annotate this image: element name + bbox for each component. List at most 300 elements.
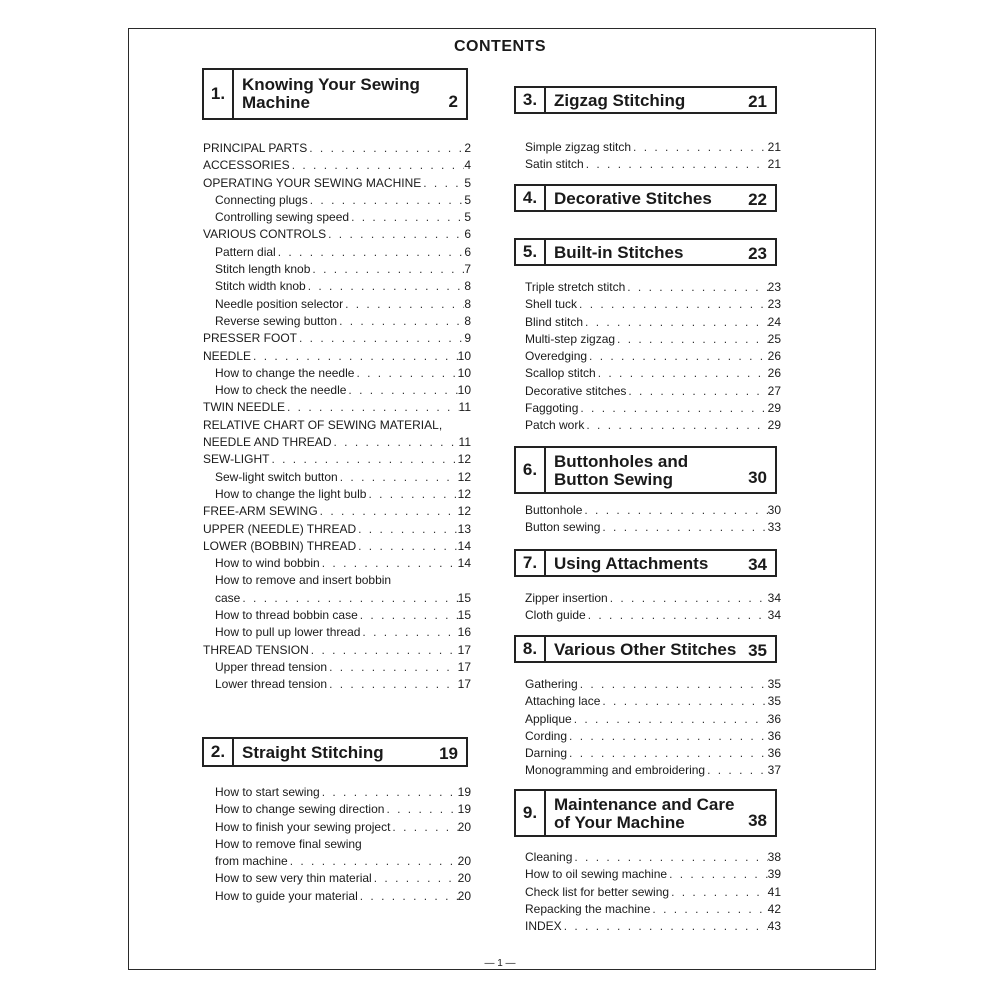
toc-entry-title: Triple stretch stitch [525,280,626,294]
toc-entry-page: 29 [767,401,781,416]
toc-entry[interactable] [203,555,471,572]
dot-leader [615,331,768,348]
toc-entry[interactable] [203,278,471,295]
section-number: 8. [516,637,546,661]
toc-entry-title: UPPER (NEEDLE) THREAD [203,521,357,536]
toc-entry[interactable] [203,451,471,468]
toc-entry-title: How to thread bobbin case [215,608,358,623]
toc-entry[interactable] [203,296,471,313]
dot-leader [251,348,458,365]
toc-entry-title: Patch work [525,418,585,433]
toc-entry[interactable] [525,314,781,331]
toc-entry-page: 36 [767,728,781,743]
dot-leader [650,901,767,918]
dot-leader [346,382,457,399]
toc-entry-title: Decorative stitches [525,383,627,398]
page-number-footer: — 1 — [484,958,516,969]
toc-entry-page: 10 [457,383,471,398]
toc-entry-page: 14 [457,556,471,571]
toc-entry-title: FREE-ARM SEWING [203,504,318,519]
dot-leader [667,866,768,883]
toc-entry-page: 14 [457,538,471,553]
toc-entry[interactable] [203,209,471,226]
toc-entry[interactable] [525,139,781,156]
toc-entry[interactable] [203,659,471,676]
toc-entry-title: How to change the needle [215,365,355,380]
toc-entry-title: Pattern dial [215,244,276,259]
dot-leader [318,503,458,520]
section-title: Using Attachments [554,554,709,573]
toc-entry[interactable] [203,175,471,192]
toc-entry-title: SEW-LIGHT [203,452,270,467]
dot-leader [356,538,458,555]
toc-entry[interactable] [203,853,471,870]
toc-entry-page: 23 [767,297,781,312]
toc-entry[interactable] [525,711,781,728]
toc-entry-page: 11 [458,435,471,450]
toc-entry-page: 34 [767,591,781,605]
dot-leader [327,676,458,693]
toc-entry-title: How to change sewing direction [215,802,385,817]
dot-leader [577,296,768,313]
section-3-header[interactable] [514,86,777,114]
toc-entry-title: Controlling sewing speed [215,210,350,225]
toc-entry-title: Reverse sewing button [215,313,338,328]
toc-entry[interactable] [203,192,471,209]
toc-entry-page: 17 [457,677,471,692]
toc-entry-page: 30 [767,503,781,517]
section-title: Decorative Stitches [554,189,712,208]
toc-entry-page: 12 [457,486,471,501]
toc-entry-title: Multi-step zigzag [525,331,616,346]
section-9-header[interactable] [514,789,777,837]
dot-leader [358,607,458,624]
dot-leader [309,642,458,659]
toc-entry[interactable] [203,261,471,278]
section-title: Built-in Stitches [554,243,684,262]
toc-entry[interactable] [525,762,781,779]
toc-entry-page: 43 [767,919,781,934]
section-2-header[interactable] [202,737,468,767]
dot-leader [442,417,471,434]
toc-entry-page: 21 [767,157,781,172]
dot-leader [626,383,767,400]
toc-entry-page: 11 [458,400,471,415]
toc-entry[interactable] [525,156,781,173]
toc-entry[interactable] [203,607,471,624]
dot-leader [343,296,464,313]
toc-entry-page: 24 [767,314,781,329]
toc-entry-title: Stitch width knob [215,279,306,294]
toc-entry-page: 16 [457,625,471,640]
dot-leader [338,469,458,486]
dot-leader [584,156,768,173]
toc-entry-title: Repacking the machine [525,901,651,916]
toc-entry[interactable] [203,486,471,503]
section-5-header[interactable] [514,238,777,266]
toc-entry-title: Overedging [525,349,588,364]
dot-leader [625,279,767,296]
toc-entry[interactable] [203,244,471,261]
dot-leader [307,140,464,157]
section-number: 7. [516,551,546,575]
toc-entry[interactable] [203,417,471,434]
section-number: 2. [204,739,234,765]
toc-entry-title: ACCESSORIES [203,158,290,173]
toc-entry[interactable] [203,590,471,607]
toc-entry-title: How to check the needle [215,383,347,398]
section-number: 1. [204,70,234,118]
toc-entry-page: 8 [464,313,471,328]
toc-entry-title: Stitch length knob [215,262,311,277]
toc-entry-title: Cleaning [525,850,573,864]
section-1-entries [203,140,471,694]
toc-entry[interactable] [203,521,471,538]
dot-leader [310,261,464,278]
toc-entry-page: 6 [464,227,471,242]
toc-entry-title: from machine [215,854,288,869]
section-title: Various Other Stitches [554,640,737,659]
toc-entry-page: 26 [767,349,781,364]
dot-leader [337,313,464,330]
toc-entry-page: 12 [457,504,471,519]
toc-entry[interactable] [525,365,781,382]
toc-entry[interactable] [203,801,471,818]
toc-entry[interactable] [525,331,781,348]
toc-entry-page: 37 [767,763,781,778]
toc-entry-title: NEEDLE AND THREAD [203,435,332,450]
toc-entry[interactable] [203,157,471,174]
toc-entry-title: How to wind bobbin [215,556,320,571]
toc-entry-page: 6 [464,244,471,259]
dot-leader [276,244,465,261]
toc-entry-page: 39 [767,867,781,882]
toc-entry-title: THREAD TENSION [203,642,309,657]
toc-entry-title: Needle position selector [215,296,344,311]
toc-entry[interactable] [203,399,471,416]
toc-entry[interactable] [525,607,781,624]
dot-leader [669,884,768,901]
dot-leader [327,659,458,676]
toc-entry[interactable] [203,503,471,520]
toc-entry[interactable] [525,866,781,883]
dot-leader [631,139,768,156]
toc-entry-page: 41 [767,884,781,899]
toc-entry-title: Simple zigzag stitch [525,140,632,154]
toc-entry-title: How to finish your sewing project [215,819,391,834]
toc-entry[interactable] [525,417,781,434]
section-6-header[interactable] [514,446,777,494]
toc-entry-page: 35 [767,677,781,691]
toc-entry-page: 20 [457,888,471,903]
toc-entry-title: How to remove final sewing [215,836,362,851]
section-4-header[interactable] [514,184,777,212]
toc-entry[interactable] [203,572,471,589]
section-page: 34 [748,555,767,574]
section-title: Zigzag Stitching [554,91,686,110]
dot-leader [349,209,464,226]
dot-leader [567,728,768,745]
toc-entry-page: 12 [457,469,471,484]
toc-entry[interactable] [203,226,471,243]
section-page: 19 [439,744,458,763]
toc-entry-page: 27 [767,383,781,398]
toc-entry[interactable] [525,918,781,935]
toc-entry-title: case [215,590,241,605]
toc-entry-title: RELATIVE CHART OF SEWING MATERIAL, [203,417,443,432]
toc-entry-title: TWIN NEEDLE [203,400,286,415]
toc-entry[interactable] [525,728,781,745]
toc-entry[interactable] [203,642,471,659]
toc-entry[interactable] [525,901,781,918]
toc-entry-title: PRINCIPAL PARTS [203,141,308,155]
toc-entry-page: 5 [464,192,471,207]
toc-entry-page: 5 [464,175,471,190]
toc-entry-page: 20 [457,819,471,834]
toc-entry-page: 10 [457,348,471,363]
dot-leader [320,555,458,572]
toc-entry-title: NEEDLE [203,348,252,363]
section-page: 23 [748,244,767,263]
section-number: 6. [516,448,546,492]
dot-leader [583,314,768,331]
toc-entry-page: 9 [464,331,471,346]
dot-leader [572,711,768,728]
toc-entry-title: Zipper insertion [525,591,608,605]
section-number: 5. [516,240,546,264]
section-5-entries [525,279,781,435]
toc-entry-page: 15 [457,590,471,605]
dot-leader [582,502,767,519]
toc-entry-title: LOWER (BOBBIN) THREAD [203,538,357,553]
dot-leader [366,486,457,503]
toc-entry-title: Monogramming and embroidering [525,763,706,778]
toc-entry-page: 21 [767,140,781,154]
toc-entry-title: Lower thread tension [215,677,328,692]
section-number: 3. [516,88,546,112]
section-page: 30 [748,468,767,487]
toc-entry-title: PRESSER FOOT [203,331,298,346]
dot-leader [600,519,767,536]
toc-entry-title: Shell tuck [525,297,578,312]
toc-entry[interactable] [525,849,781,866]
toc-entry[interactable] [203,348,471,365]
toc-entry-title: Faggoting [525,401,579,416]
toc-entry-title: Scallop stitch [525,366,596,381]
dot-leader [578,400,767,417]
dot-leader [372,870,458,887]
dot-leader [290,157,465,174]
toc-entry[interactable] [203,676,471,693]
section-1-header[interactable] [202,68,468,120]
toc-entry-title: How to guide your material [215,888,358,903]
dot-leader [421,175,464,192]
dot-leader [306,278,465,295]
toc-entry-title: OPERATING YOUR SEWING MACHINE [203,175,422,190]
toc-entry-title: Sew-light switch button [215,469,338,484]
toc-entry-page: 7 [464,262,471,277]
toc-entry-page: 20 [457,871,471,886]
toc-entry-title: VARIOUS CONTROLS [203,227,327,242]
dot-leader [562,918,768,935]
section-page: 21 [748,92,767,111]
toc-entry-title: INDEX [525,919,562,934]
toc-entry[interactable] [525,279,781,296]
section-3-entries [525,139,781,174]
toc-entry-title: How to start sewing [215,785,320,799]
dot-leader [384,801,457,818]
dot-leader [288,853,458,870]
dot-leader [285,399,459,416]
dot-leader [297,330,464,347]
section-number: 4. [516,186,546,210]
toc-entry-title: Applique [525,711,572,726]
toc-entry-page: 8 [464,279,471,294]
toc-entry-page: 10 [457,365,471,380]
toc-entry[interactable] [203,469,471,486]
dot-leader [608,590,768,607]
toc-entry-page: 23 [767,280,781,294]
toc-entry[interactable] [203,330,471,347]
toc-entry-page: 5 [464,210,471,225]
toc-entry[interactable] [203,313,471,330]
toc-entry-page: 13 [457,521,471,536]
toc-entry-title: Button sewing [525,520,601,535]
toc-entry[interactable] [525,400,781,417]
dot-leader [358,888,458,905]
dot-leader [391,572,471,589]
toc-entry[interactable] [203,365,471,382]
dot-leader [356,521,458,538]
dot-leader [584,417,767,434]
toc-entry-title: Satin stitch [525,157,584,172]
toc-entry[interactable] [203,870,471,887]
section-number: 9. [516,791,546,835]
dot-leader [587,348,768,365]
section-page: 2 [448,92,458,111]
section-2-entries [203,784,471,905]
toc-entry[interactable] [203,624,471,641]
toc-entry[interactable] [203,784,471,801]
section-8-header[interactable] [514,635,777,663]
toc-entry[interactable] [525,348,781,365]
toc-entry-title: Cording [525,728,568,743]
dot-leader [596,365,768,382]
toc-entry-title: Cloth guide [525,608,586,623]
toc-entry-title: Blind stitch [525,314,584,329]
dot-leader [578,676,768,693]
toc-entry[interactable] [525,590,781,607]
section-page: 35 [748,641,767,660]
dot-leader [269,451,457,468]
toc-entry[interactable] [203,434,471,451]
toc-entry-title: Upper thread tension [215,659,328,674]
section-7-entries [525,590,781,625]
section-8-entries [525,676,781,780]
toc-entry-page: 34 [767,608,781,623]
toc-entry[interactable] [525,745,781,762]
toc-entry-page: 35 [767,694,781,709]
toc-entry[interactable] [203,140,471,157]
dot-leader [240,590,457,607]
toc-entry[interactable] [203,888,471,905]
section-title: Maintenance and Care of Your Machine [554,795,735,832]
dot-leader [705,762,768,779]
dot-leader [360,624,457,641]
toc-entry-title: Connecting plugs [215,192,308,207]
toc-entry-page: 36 [767,711,781,726]
toc-entry-page: 2 [464,141,471,155]
section-title: Straight Stitching [242,743,384,762]
toc-entry-page: 33 [767,520,781,535]
dot-leader [326,226,464,243]
toc-entry-title: How to pull up lower thread [215,625,361,640]
toc-entry-page: 26 [767,366,781,381]
toc-entry-page: 29 [767,418,781,433]
toc-entry-page: 12 [457,452,471,467]
page-title: CONTENTS [454,38,546,55]
toc-entry-title: How to oil sewing machine [525,867,668,882]
toc-entry[interactable] [203,836,471,853]
toc-entry[interactable] [203,382,471,399]
toc-entry-page: 17 [457,642,471,657]
toc-entry-title: Buttonhole [525,503,583,517]
toc-entry[interactable] [525,676,781,693]
section-7-header[interactable] [514,549,777,577]
toc-entry-title: Gathering [525,677,578,691]
toc-entry-title: How to remove and insert bobbin [215,573,392,588]
section-9-entries [525,849,781,935]
toc-entry[interactable] [525,383,781,400]
toc-entry-title: Attaching lace [525,694,601,709]
toc-entry-title: Check list for better sewing [525,884,670,899]
section-6-entries [525,502,781,537]
toc-entry-page: 4 [464,158,471,173]
toc-entry[interactable] [525,693,781,710]
toc-entry-page: 42 [767,901,781,916]
section-page: 22 [748,190,767,209]
toc-entry[interactable] [203,538,471,555]
toc-entry-page: 19 [457,802,471,817]
dot-leader [572,849,767,866]
toc-entry-page: 25 [767,331,781,346]
toc-entry-page: 38 [767,850,781,864]
toc-entry[interactable] [203,819,471,836]
dot-leader [354,365,457,382]
toc-entry[interactable] [525,502,781,519]
toc-entry-page: 20 [457,854,471,869]
dot-leader [362,836,471,853]
toc-entry-title: How to sew very thin material [215,871,372,886]
toc-entry-page: 15 [457,608,471,623]
toc-entry[interactable] [525,519,781,536]
toc-entry[interactable] [525,296,781,313]
toc-entry-page: 36 [767,746,781,761]
dot-leader [320,784,458,801]
dot-leader [390,819,457,836]
toc-entry-title: Darning [525,746,568,761]
toc-entry[interactable] [525,884,781,901]
dot-leader [308,192,465,209]
dot-leader [331,434,458,451]
dot-leader [567,745,768,762]
toc-entry-page: 19 [457,785,471,799]
toc-entry-page: 17 [457,659,471,674]
section-page: 38 [748,811,767,830]
section-title: Knowing Your Sewing Machine [242,75,420,112]
toc-entry-title: How to change the light bulb [215,486,367,501]
toc-entry-page: 8 [464,296,471,311]
